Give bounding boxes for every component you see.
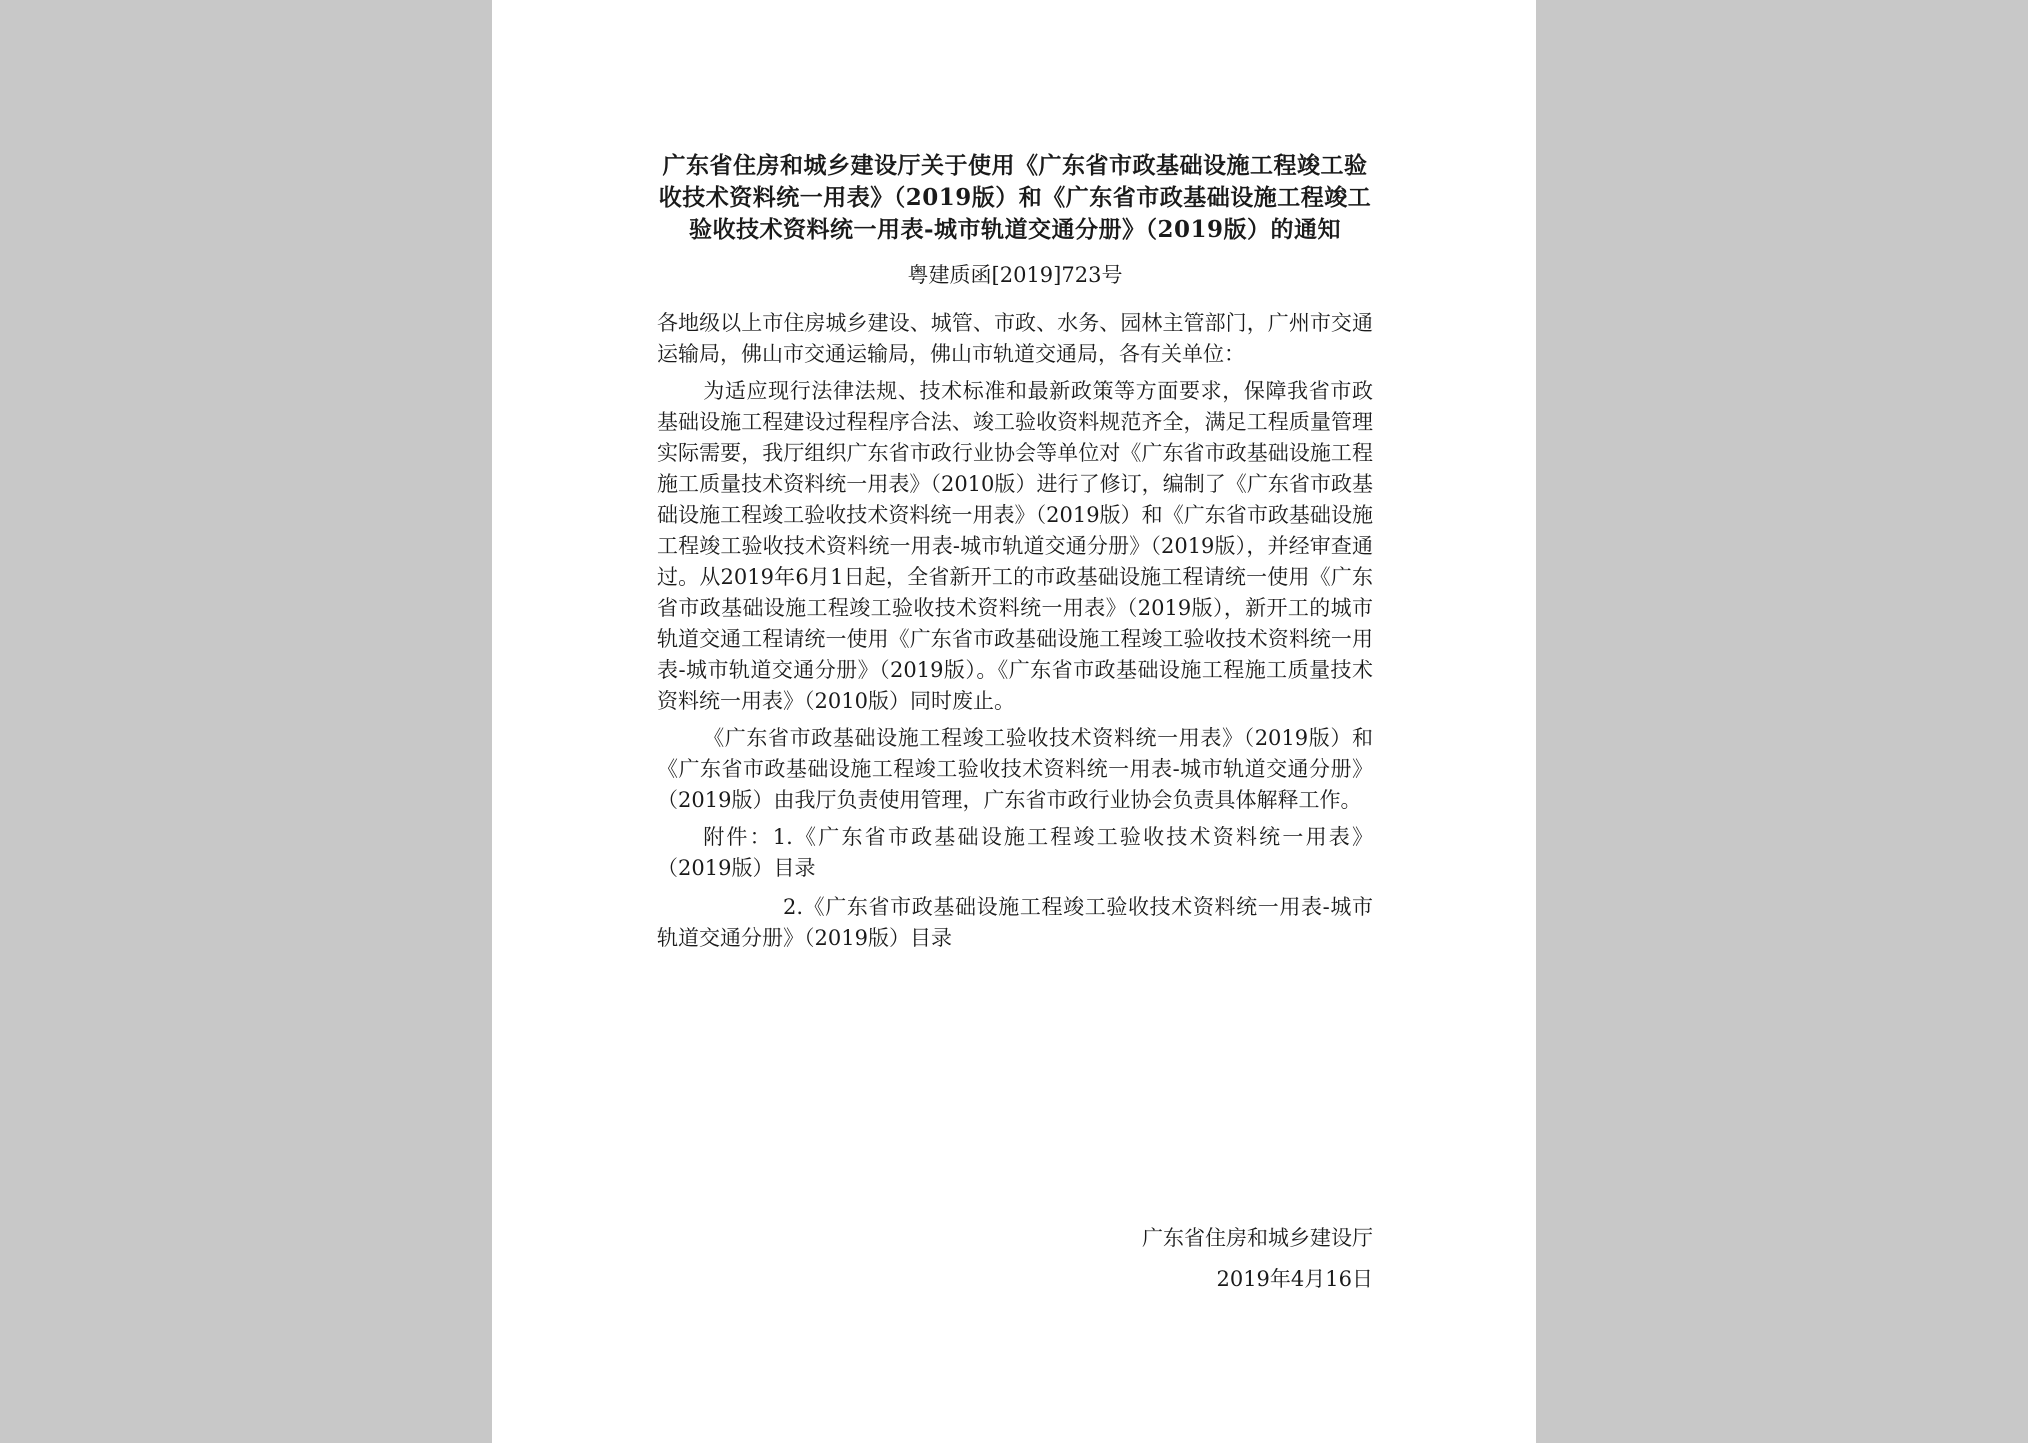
body-paragraph-2: 《广东省市政基础设施工程竣工验收技术资料统一用表》（2019版）和《广东省市政基础设施工程竣工验收技术资料统一用表-城市轨道交通分册》（2019版）由我厅负责使用管理，广东省市政行业协会负责具体解释工作。: [657, 726, 1373, 812]
document-number: 粤建质函[2019]723号: [907, 263, 1123, 287]
document-body: [657, 150, 1373, 962]
attachment-item-1: 附件：1.《广东省市政基础设施工程竣工验收技术资料统一用表》（2019版）目录: [657, 825, 1373, 880]
signature-block: [1142, 1218, 1373, 1300]
attachment-item-2: 2.《广东省市政基础设施工程竣工验收技术资料统一用表-城市轨道交通分册》（2019版）目录: [657, 895, 1373, 950]
addressee: 各地级以上市住房城乡建设、城管、市政、水务、园林主管部门，广州市交通运输局，佛山市交通运输局，佛山市轨道交通局，各有关单位：: [657, 311, 1373, 366]
body-paragraph-1: 为适应现行法律法规、技术标准和最新政策等方面要求，保障我省市政基础设施工程建设过程程序合法、竣工验收资料规范齐全，满足工程质量管理实际需要，我厅组织广东省市政行业协会等单位对《广东省市政基础设施工程施工质量技术资料统一用表》（2010版）进行了修订，编制了《广东省市政基础设施工程竣工验收技术资料统一用表》（2019版）和《广东省市政基础设施工程竣工验收技术资料统一用表-城市轨道交通分册》（2019版），并经审查通过。从2019年6月1日起，全省新开工的市政基础设施工程请统一使用《广东省市政基础设施工程竣工验收技术资料统一用表》（2019版），新开工的城市轨道交通工程请统一使用《广东省市政基础设施工程竣工验收技术资料统一用表-城市轨道交通分册》（2019版）。《广东省市政基础设施工程施工质量技术资料统一用表》（2010版）同时废止。: [657, 379, 1373, 713]
attachments: [657, 822, 1373, 954]
issuer-name: 广东省住房和城乡建设厅: [1142, 1226, 1373, 1250]
issue-date: 2019年4月16日: [1216, 1267, 1373, 1291]
document-page: [492, 0, 1536, 1443]
document-title: 广东省住房和城乡建设厅关于使用《广东省市政基础设施工程竣工验收技术资料统一用表》（2019版）和《广东省市政基础设施工程竣工验收技术资料统一用表-城市轨道交通分册》（2019版）的通知: [658, 152, 1372, 243]
